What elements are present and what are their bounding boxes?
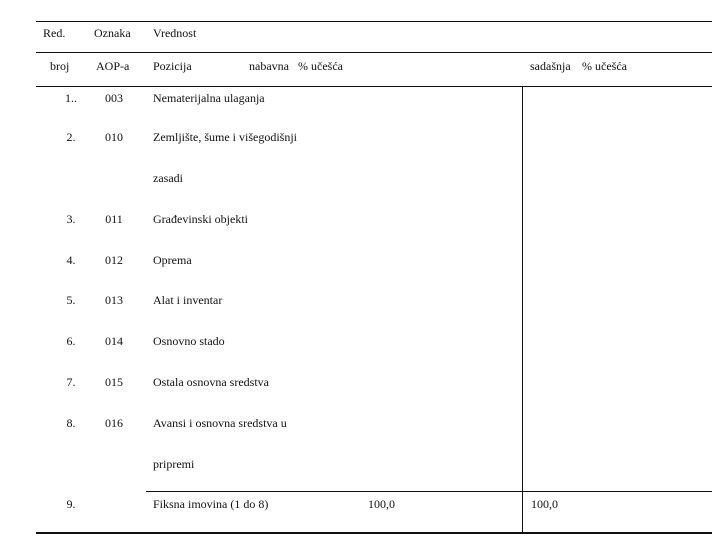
total-row-number: 9. [66,497,76,511]
header-pozicija-label: Pozicija [153,59,192,73]
row-8-aop: 016 [105,416,123,430]
row-8-number: 8. [66,416,76,430]
header-aop-label: AOP-a [96,59,130,73]
header-oznaka-label: Oznaka [94,26,131,40]
total-row-top-border [146,491,712,492]
header-divider [36,52,712,53]
total-sadasnja-percent: 100,0 [531,497,558,511]
row-8-position: Avansi i osnovna sredstva u [153,416,287,430]
row-4-position: Oprema [153,253,192,267]
header-red-label: Red. [43,26,66,40]
row-3-position: Građevinski objekti [153,212,248,226]
row-7-position: Ostala osnovna sredstva [153,375,269,389]
row-1-number: 1.. [65,91,77,105]
total-nabavna-percent: 100,0 [368,497,395,511]
table-bottom-border [36,532,712,534]
row-3-number: 3. [66,212,76,226]
header-ucesca-label-2: % učešća [582,59,627,73]
row-6-aop: 014 [105,334,123,348]
row-1-aop: 003 [105,91,123,105]
row-1-position: Nematerijalna ulaganja [153,91,265,105]
row-4-number: 4. [66,253,76,267]
header-sadasnja-label: sadašnja [530,59,571,73]
row-8-position-continued: pripremi [153,457,195,471]
header-ucesca-label-1: % učešća [298,59,343,73]
row-4-aop: 012 [105,253,123,267]
header-nabavna-label: nabavna [249,59,289,73]
row-5-position: Alat i inventar [153,293,223,307]
row-2-number: 2. [66,130,76,144]
row-2-aop: 010 [105,130,123,144]
row-6-number: 6. [66,334,76,348]
row-5-number: 5. [66,293,76,307]
table-top-border [36,21,712,22]
header-broj-label: broj [50,59,70,73]
header-bottom-border [36,86,712,87]
row-7-aop: 015 [105,375,123,389]
row-3-aop: 011 [105,212,123,226]
row-2-position-continued: zasadi [153,171,183,185]
header-vrednost-label: Vrednost [153,26,197,40]
row-7-number: 7. [66,375,76,389]
row-5-aop: 013 [105,293,123,307]
row-6-position: Osnovno stado [153,334,225,348]
nabavna-sadasnja-divider [522,86,523,533]
row-2-position: Zemljište, šume i višegodišnji [153,130,297,144]
total-row-position: Fiksna imovina (1 do 8) [153,497,269,511]
